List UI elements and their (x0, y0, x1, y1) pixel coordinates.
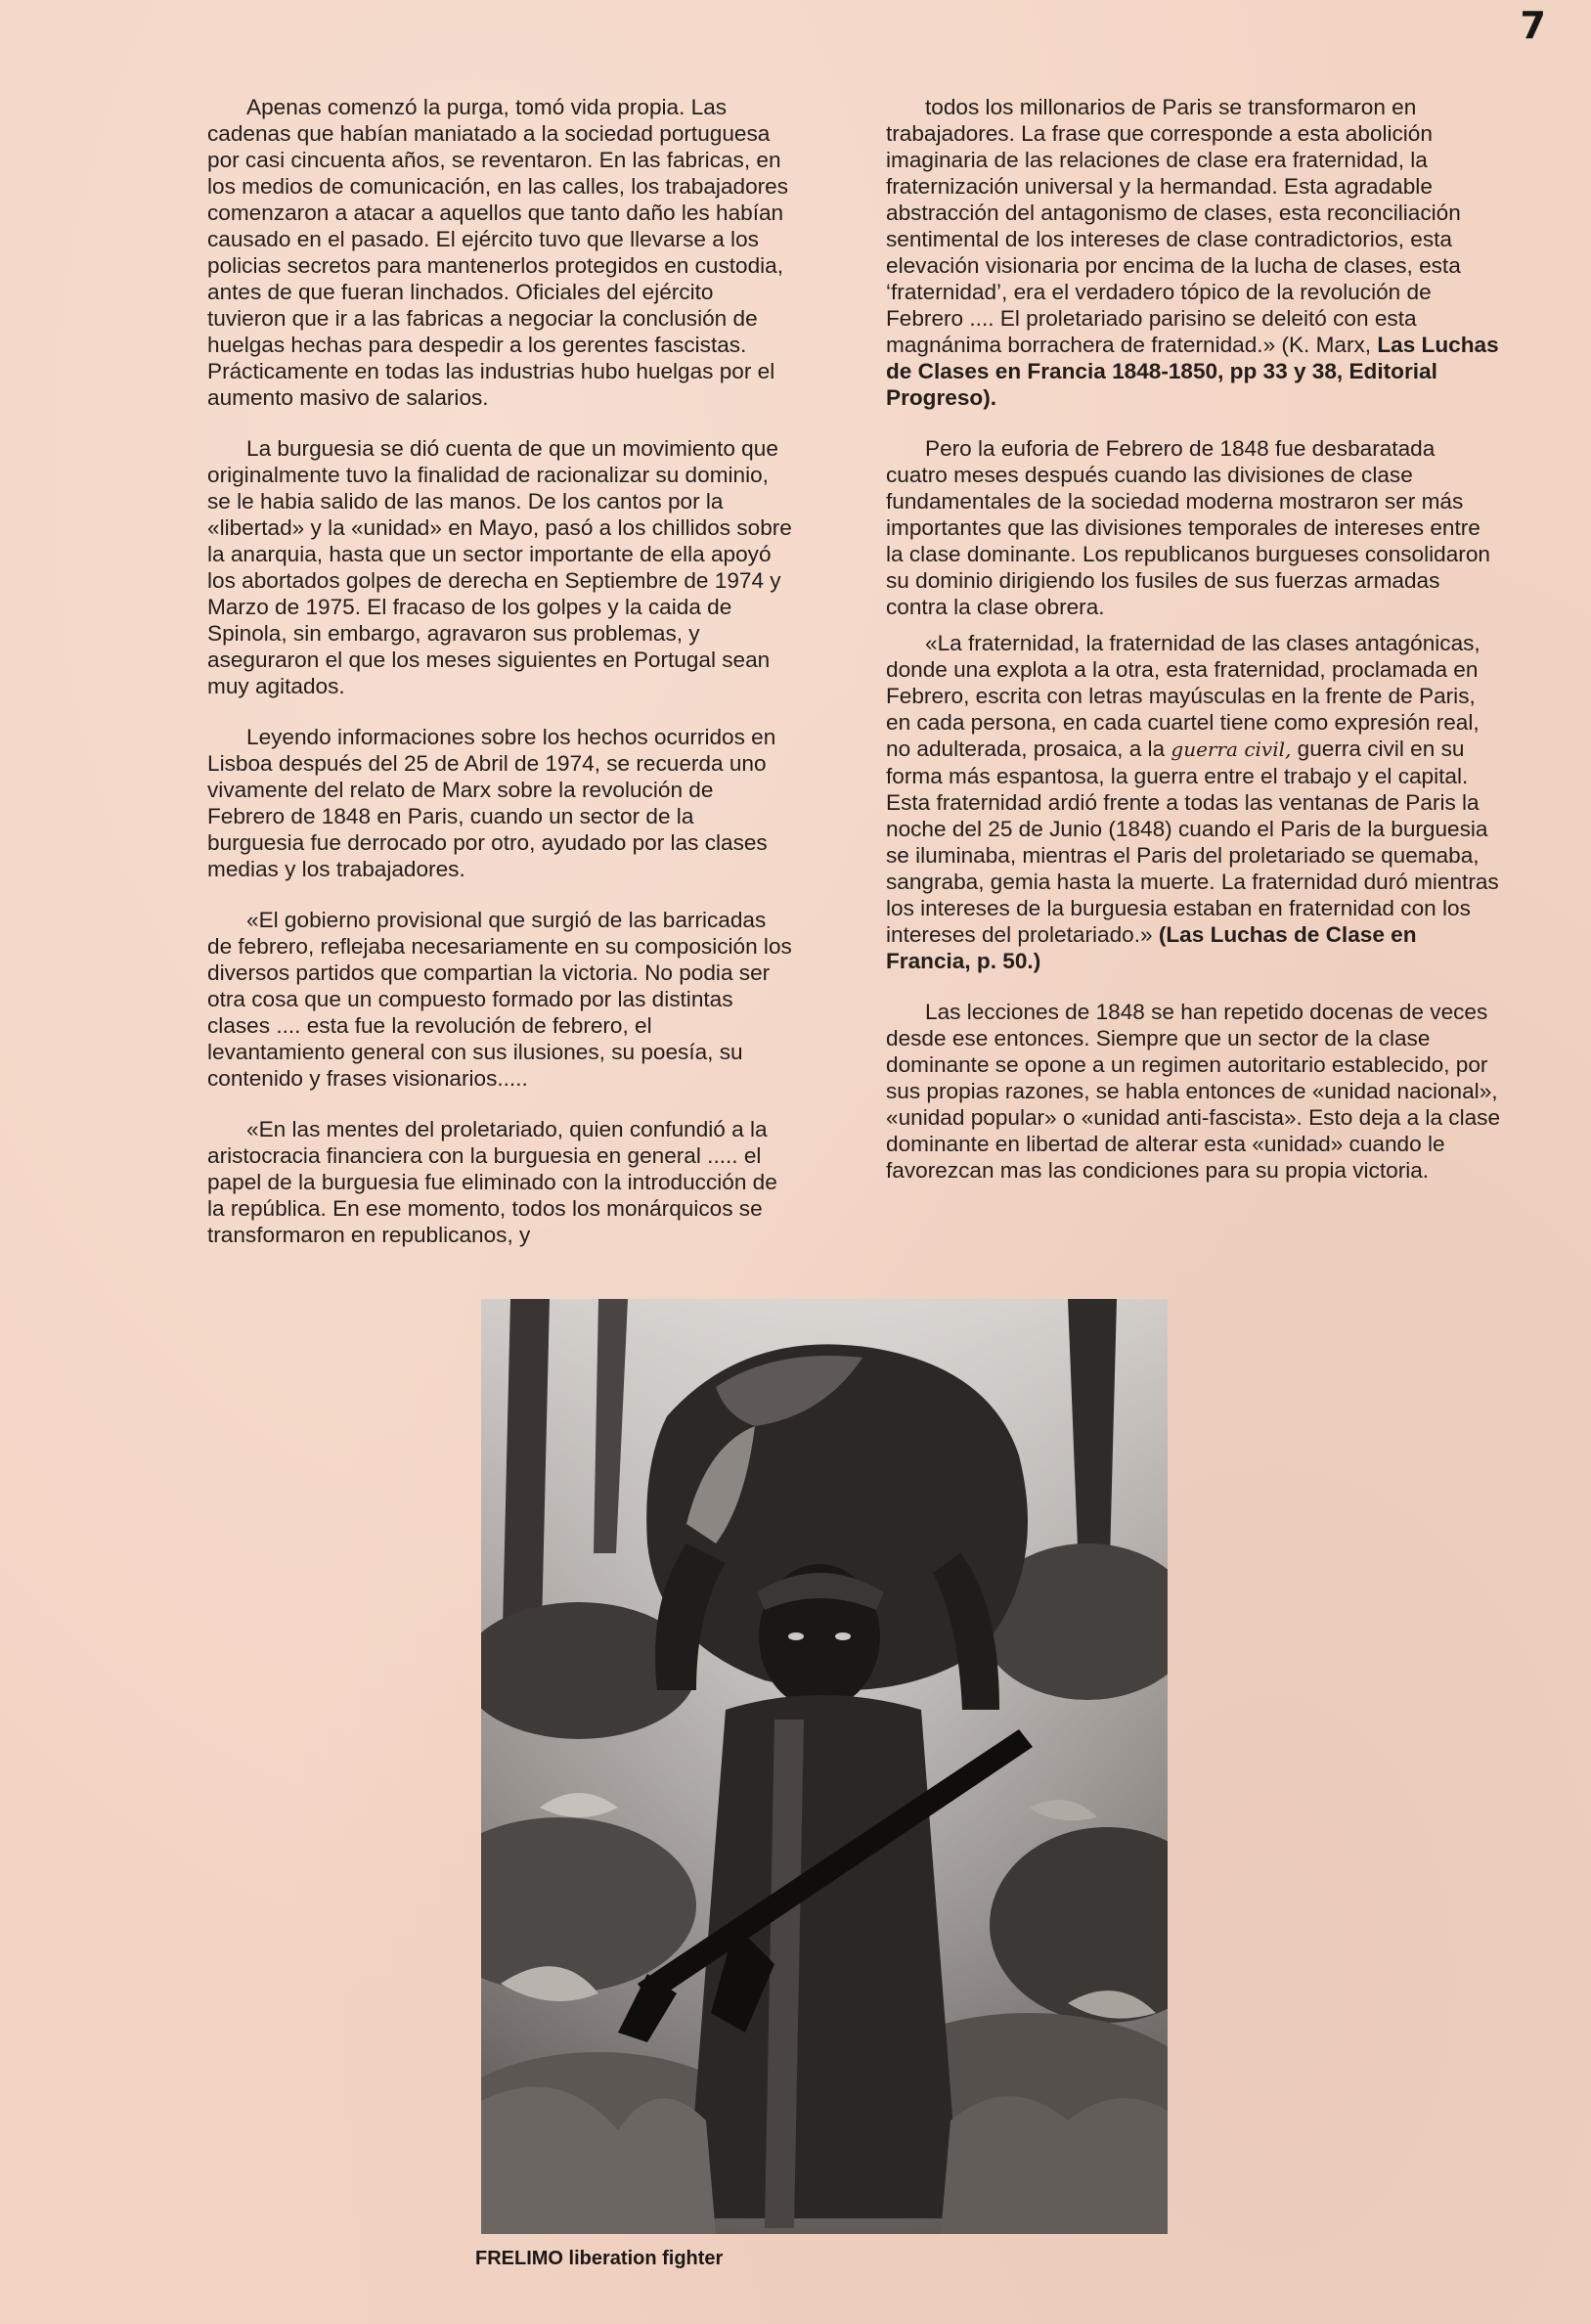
right-paragraph-1-text: todos los millonarios de Paris se transformaron en trabajadores. La frase que corresponde a esta abolición imaginaria de las relaciones de clase era fraternidad, la fraternización universal y la hermandad. Esta agradable abstracción del antagonismo de clases, esta reconciliación sentimental de los intereses de clase contradictorios, esta elevación visionaria por encima de la lucha de clases, esta ‘fraternidad’, era el verdadero tópico de la revolución de Febrero .... El proletariado parisino se deleitó con esta magnánima borrachera de fraternidad.» (K. Marx, (886, 95, 1461, 357)
right-paragraph-3-text-b: guerra civil en su forma más espantosa, la guerra entre el trabajo y el capital. Esta fraternidad ardió frente a todas las ventanas de Paris la noche del 25 de Junio (1848) cuando el Paris de la burguesia se iluminaba, mientras el Paris del proletariado se quemaba, sangraba, gemia hasta la muerte. La fraternidad duró mientras los intereses de la burguesia estaban en fraternidad con los intereses del proletariado.» (886, 737, 1499, 947)
left-text-column (207, 94, 794, 1273)
left-paragraph-3: Leyendo informaciones sobre los hechos ocurridos en Lisboa después del 25 de Abril de 1974, se recuerda uno vivamente del relato de Marx sobre la revolución de Febrero de 1848 en Paris, cuando un sector de la burguesia fue derrocado por otro, ayudado por las clases medias y los trabajadores. (207, 725, 776, 881)
right-paragraph-1-quote (886, 94, 1502, 411)
left-paragraph-5-quote: «En las mentes del proletariado, quien confundió a la aristocracia financiera con la burguesia en general ..... el papel de la burguesia fue eliminado con la introducción de la república. En ese momento, todos los monárquicos se transformaron en republicanos, y (207, 1117, 777, 1247)
right-paragraph-3-italic: guerra civil, (1171, 737, 1292, 761)
right-paragraph-3-text-a: «La fraternidad, la fraternidad de las clases antagónicas, donde una explota a la otra, esta fraternidad, proclamada en Febrero, escrita con letras mayúsculas en la frente de Paris, en cada persona, en cada cuartel tiene como expresión real, no adulterada, prosaica, a la (886, 631, 1481, 761)
marx-citation-2: (Las Luchas de Clase en Francia, p. 50.) (886, 922, 1417, 973)
fighter-photo-illustration (481, 1299, 1168, 2234)
left-paragraph-2: La burguesia se dió cuenta de que un movimiento que originalmente tuvo la finalidad de racionalizar su dominio, se le habia salido de las manos. De los cantos por la «libertad» y la «unidad» en Mayo, pasó a los chillidos sobre la anarquia, hasta que un sector importante de ella apoyó los abortados golpes de derecha en Septiembre de 1974 y Marzo de 1975. El fracaso de los golpes y la caida de Spinola, sin embargo, agravaron sus problemas, y aseguraron el que los meses siguientes en Portugal sean muy agitados. (207, 436, 792, 698)
right-paragraph-3-quote (886, 630, 1502, 974)
left-paragraph-4-quote: «El gobierno provisional que surgió de las barricadas de febrero, reflejaba necesariamente en su composición los diversos partidos que compartian la victoria. No podia ser otra cosa que un compuesto formado por las distintas clases .... esta fue la revolución de febrero, el levantamiento general con sus ilusiones, su poesía, su contenido y frases visionarios..... (207, 908, 792, 1091)
marx-citation-1: Las Luchas de Clases en Francia 1848-1850, pp 33 y 38, Editorial Progreso). (886, 333, 1499, 410)
right-paragraph-4: Las lecciones de 1848 se han repetido docenas de veces desde ese entonces. Siempre que un sector de la clase dominante se opone a un regimen autoritario establecido, por sus propias razones, se habla entonces de «unidad nacional», «unidad popular» o «unidad anti-fascista». Esto deja a la clase dominante en libertad de alterar esta «unidad» cuando le favorezcan mas las condiciones para su propia victoria. (886, 1000, 1501, 1183)
page-number: 7 (1520, 4, 1546, 47)
left-paragraph-1: Apenas comenzó la purga, tomó vida propia. Las cadenas que habían maniatado a la sociedad portuguesa por casi cincuenta años, se reventaron. En las fabricas, en los medios de comunicación, en las calles, los trabajadores comenzaron a atacar a aquellos que tanto daño les habían causado en el pasado. El ejército tuvo que llevarse a los policias secretos para mantenerlos protegidos en custodia, antes de que fueran linchados. Oficiales del ejército tuvieron que ir a las fabricas a negociar la conclusión de huelgas hechas para despedir a los gerentes fascistas. Prácticamente en todas las industrias hubo huelgas por el aumento masivo de salarios. (207, 95, 789, 410)
photo-caption: FRELIMO liberation fighter (475, 2248, 724, 2269)
right-paragraph-2: Pero la euforia de Febrero de 1848 fue desbaratada cuatro meses después cuando las divisiones de clase fundamentales de la sociedad moderna mostraron ser más importantes que las divisiones temporales de intereses entre la clase dominante. Los republicanos burgueses consolidaron su dominio dirigiendo los fusiles de sus fuerzas armadas contra la clase obrera. (886, 436, 1490, 619)
fighter-photo (481, 1299, 1168, 2234)
right-text-column (886, 94, 1502, 1208)
